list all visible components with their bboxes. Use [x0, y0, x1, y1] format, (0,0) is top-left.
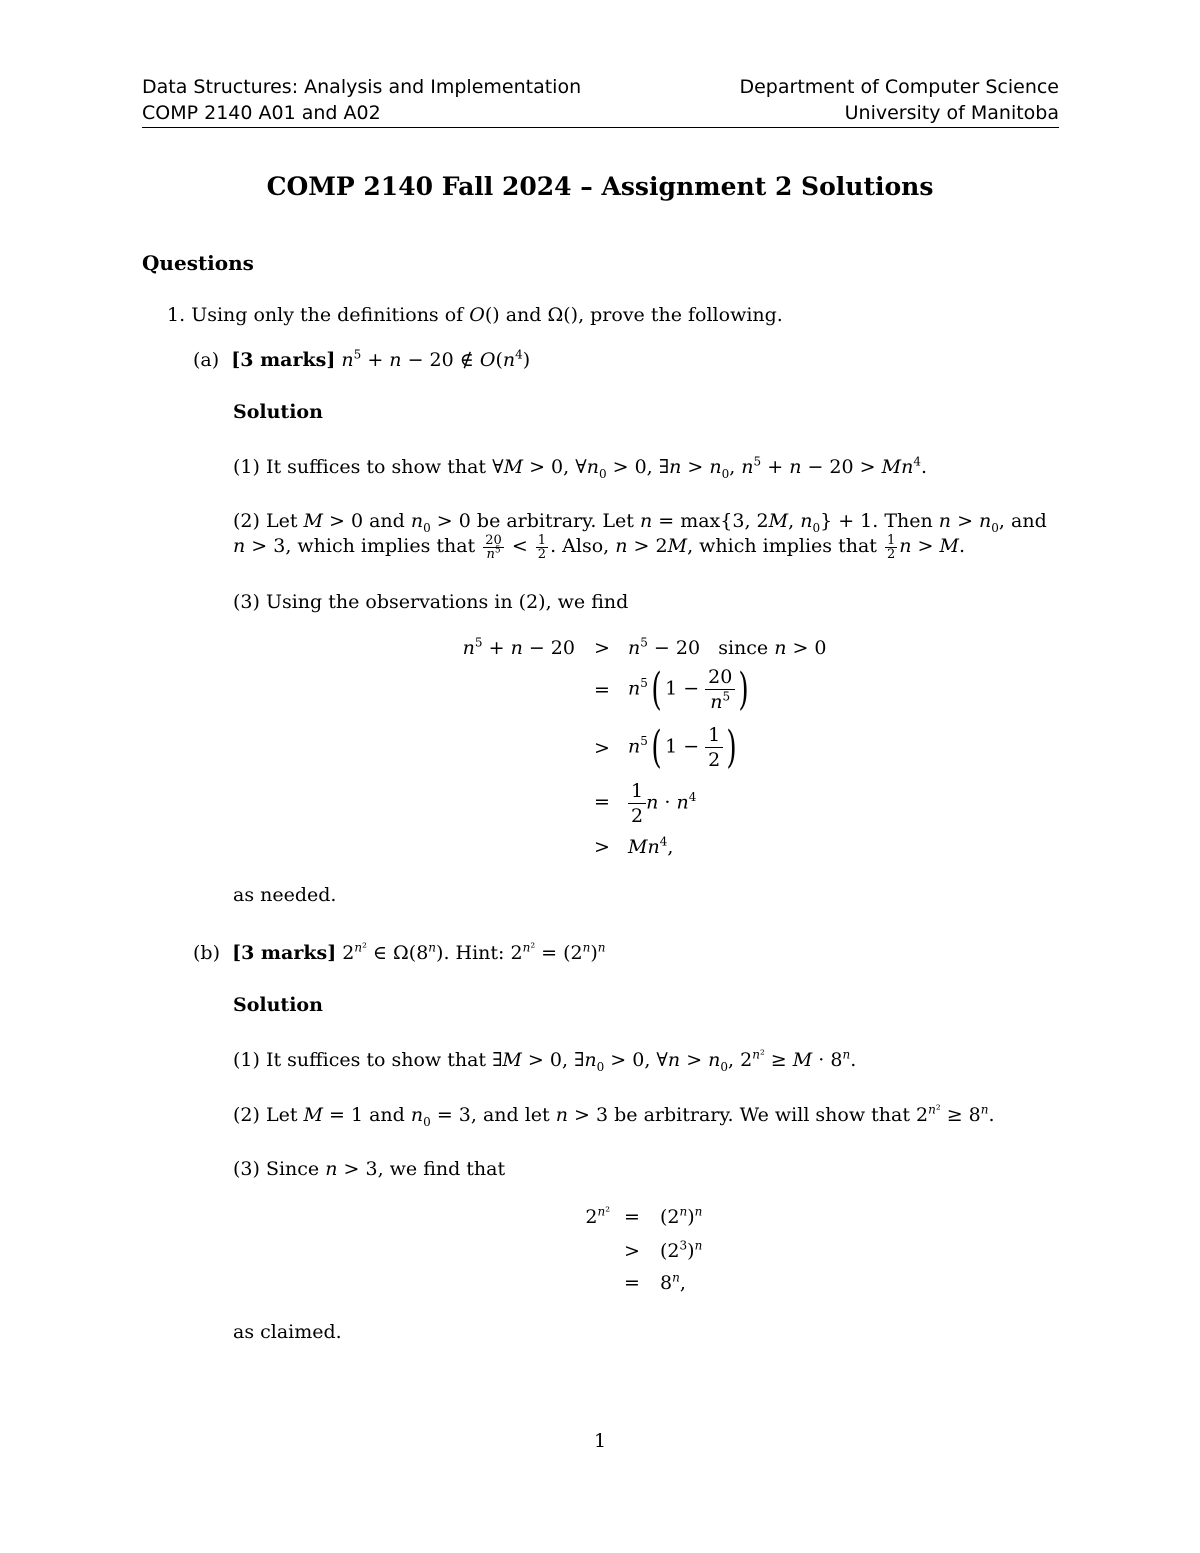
- part-b-solution-heading: Solution: [233, 994, 323, 1016]
- header-rule: [142, 127, 1059, 128]
- question-number: 1.: [167, 304, 186, 326]
- section-heading: Questions: [142, 251, 254, 275]
- part-a-statement: (a) [3 marks] $n^5 + n - 20$ ∉ $O(n^4)$: [193, 347, 531, 371]
- header-course-name: Data Structures: Analysis and Implementation: [142, 76, 582, 98]
- part-b-step-3: (3) Since n > 3, we find that: [233, 1158, 506, 1180]
- part-b-label: (b): [193, 942, 220, 964]
- header-university: University of Manitoba: [844, 102, 1059, 124]
- part-a-step-2-line1: (2) Let M > 0 and $n_0 > 0$ be arbitrary. Let n = max{3, 2M, $n_0\} + 1$. Then $n > n_0$, and: [233, 510, 1047, 535]
- header-department: Department of Computer Science: [739, 76, 1059, 98]
- page-number: 1: [593, 1430, 607, 1452]
- part-b-closing: as claimed.: [233, 1321, 342, 1343]
- part-a-marks: [3 marks]: [231, 349, 336, 371]
- part-b-marks: [3 marks]: [232, 942, 337, 964]
- part-b-step-2: (2) Let M = 1 and $n_0 = 3$, and let n > 3 be arbitrary. We will show that $2^{n^2} \ge 8^n$.: [233, 1102, 995, 1129]
- part-a-label: (a): [193, 349, 220, 371]
- question-1-prompt: 1. Using only the definitions of O() and Ω(), prove the following.: [167, 304, 783, 326]
- part-b-step-1: (1) It suffices to show that ∃M > 0, $\exists n_0 > 0$, ∀n > $n_0$, $2^{n^2} \ge M \cdot 8^n$.: [233, 1047, 857, 1074]
- page-title: COMP 2140 Fall 2024 – Assignment 2 Solutions: [266, 172, 934, 201]
- part-a-closing: as needed.: [233, 884, 337, 906]
- part-a-step-1: (1) It suffices to show that ∀M > 0, $\forall n_0 > 0$, ∃n > $n_0$, $n^5 + n - 20 > Mn^4$.: [233, 454, 928, 481]
- part-a-step-2-line2: n > 3, which implies that $\frac{20}{n^5}$ < $\frac{1}{2}$ . Also, n > 2M, which implies that $\frac{1}{2}$ n > M.: [233, 532, 966, 562]
- header-course-code: COMP 2140 A01 and A02: [142, 102, 381, 124]
- part-a-step-3: (3) Using the observations in (2), we find: [233, 591, 629, 613]
- part-b-statement: (b) [3 marks] $2^{n^2}$ ∈ Ω(8$^n$). Hint: $2^{n^2} = (2^n)^n$: [193, 940, 606, 964]
- part-a-solution-heading: Solution: [233, 401, 323, 423]
